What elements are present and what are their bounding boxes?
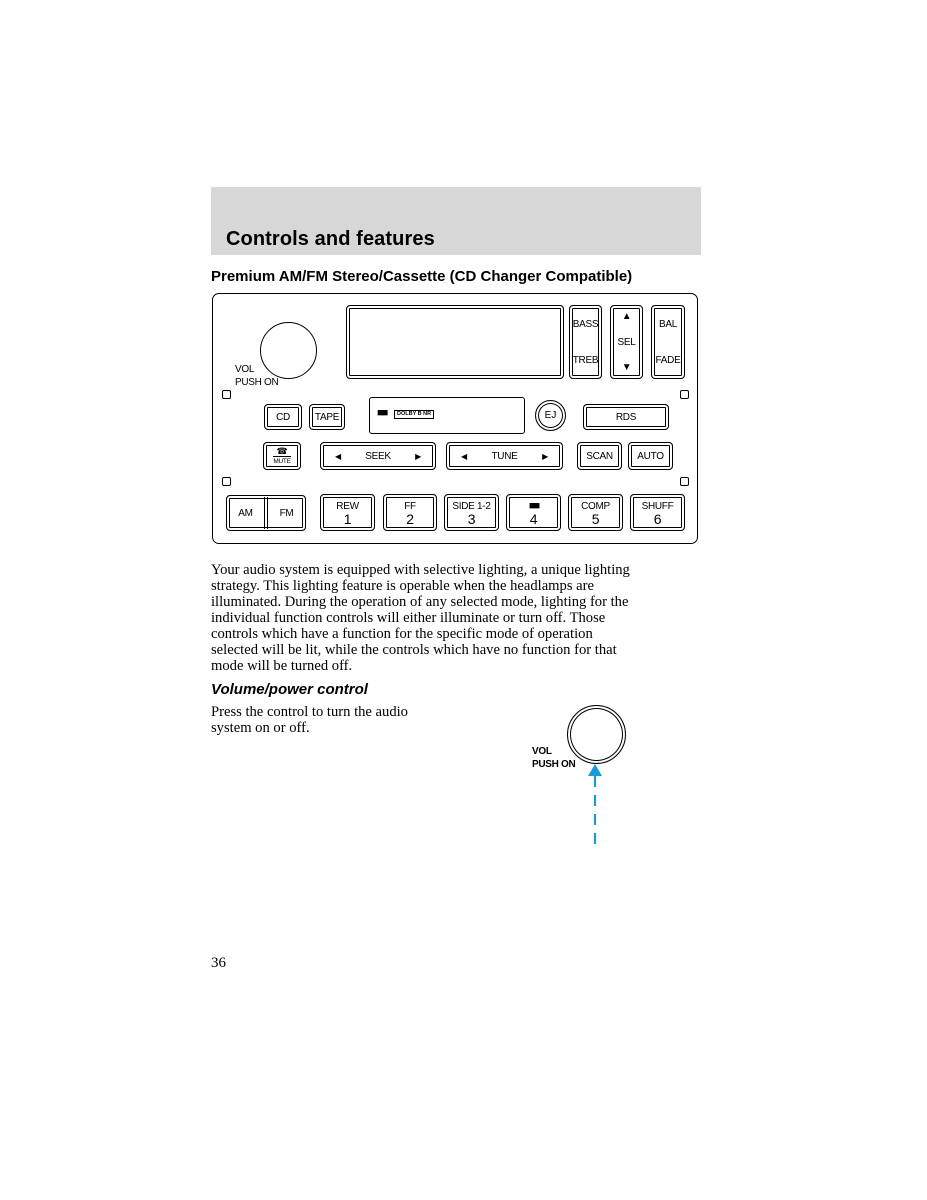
preset-number: 3 bbox=[467, 510, 476, 527]
fm-label: FM bbox=[279, 507, 294, 519]
seek-left-arrow-icon: ◀ bbox=[335, 451, 341, 461]
display-window bbox=[346, 305, 564, 379]
rds-button bbox=[583, 404, 669, 430]
preset-label: FF bbox=[404, 500, 416, 512]
cd-button bbox=[264, 404, 302, 430]
auto-button bbox=[628, 442, 673, 470]
bass-label: BASS bbox=[572, 318, 599, 330]
tape-label: TAPE bbox=[314, 411, 340, 423]
am-fm-button bbox=[226, 495, 306, 531]
preset-button-5 bbox=[568, 494, 623, 531]
dolby-icon: ■■ bbox=[377, 407, 387, 419]
preset-number: 4 bbox=[529, 510, 538, 527]
preset-label: SHUFF bbox=[641, 500, 674, 512]
fade-label: FADE bbox=[655, 354, 681, 366]
scan-button bbox=[577, 442, 622, 470]
tune-button bbox=[446, 442, 563, 470]
screw-icon bbox=[222, 477, 231, 486]
section-title: Controls and features bbox=[226, 228, 435, 250]
sel-button bbox=[610, 305, 643, 379]
phone-icon: ☎ bbox=[276, 445, 288, 456]
cd-label: CD bbox=[276, 411, 290, 423]
rds-label: RDS bbox=[615, 411, 637, 423]
cassette-door bbox=[369, 397, 525, 434]
screw-icon bbox=[680, 477, 689, 486]
preset-number: 1 bbox=[343, 510, 352, 527]
dolby-nr-label: DOLBY B NR bbox=[394, 410, 434, 419]
bass-treb-button bbox=[569, 305, 602, 379]
bal-label: BAL bbox=[658, 318, 677, 330]
dolby-icon: ■■ bbox=[528, 499, 539, 512]
volume-knob bbox=[260, 322, 317, 379]
lighting-paragraph: Your audio system is equipped with selective lighting, a unique lighting strategy. This lighting feature is operable when the headlamps are illuminated. During the operation of any selected mode, lighting for the individual function controls will either illuminate or turn off. Those controls which have a function for the specific mode of operation selected will be lit, while the controls which have no function for that mode will be turned off. bbox=[211, 562, 630, 674]
screw-icon bbox=[680, 390, 689, 399]
preset-button-4 bbox=[506, 494, 561, 531]
preset-label: REW bbox=[336, 500, 359, 512]
tape-button bbox=[309, 404, 345, 430]
screw-icon bbox=[222, 390, 231, 399]
ej-label: EJ bbox=[544, 410, 557, 421]
preset-number: 2 bbox=[406, 510, 414, 527]
auto-label: AUTO bbox=[637, 450, 664, 462]
volume-knob-figure bbox=[567, 705, 626, 764]
preset-label: COMP bbox=[581, 500, 610, 512]
mute-label: MUTE bbox=[273, 457, 291, 465]
preset-button-2 bbox=[383, 494, 437, 531]
vol-label: VOL bbox=[235, 364, 255, 375]
eject-button bbox=[535, 400, 566, 431]
preset-button-1 bbox=[320, 494, 375, 531]
preset-button-3 bbox=[444, 494, 499, 531]
bal-fade-button bbox=[651, 305, 685, 379]
tune-left-arrow-icon: ◀ bbox=[461, 451, 467, 461]
page-number: 36 bbox=[211, 955, 226, 971]
volume-heading: Volume/power control bbox=[211, 681, 368, 698]
sel-label: SEL bbox=[617, 336, 636, 348]
seek-button bbox=[320, 442, 436, 470]
blue-arrow-icon bbox=[586, 762, 604, 854]
radio-faceplate bbox=[212, 293, 698, 544]
treb-label: TREB bbox=[572, 354, 599, 366]
preset-number: 5 bbox=[591, 510, 600, 527]
volume-text: Press the control to turn the audio system on or off. bbox=[211, 704, 408, 736]
preset-label: SIDE 1-2 bbox=[452, 500, 491, 512]
figure-vol-label: VOL bbox=[532, 746, 552, 757]
mute-button bbox=[263, 442, 301, 470]
tune-label: TUNE bbox=[491, 450, 518, 462]
preset-button-6 bbox=[630, 494, 685, 531]
am-label: AM bbox=[238, 507, 253, 519]
radio-subtitle: Premium AM/FM Stereo/Cassette (CD Changer Compatible) bbox=[211, 268, 633, 285]
push-on-label: PUSH ON bbox=[235, 377, 279, 388]
up-arrow-icon: ▲ bbox=[621, 311, 632, 322]
down-arrow-icon: ▼ bbox=[621, 362, 632, 373]
figure-push-on-label: PUSH ON bbox=[532, 759, 576, 770]
scan-label: SCAN bbox=[586, 450, 613, 462]
tune-right-arrow-icon: ▶ bbox=[542, 451, 548, 461]
seek-right-arrow-icon: ▶ bbox=[415, 451, 421, 461]
preset-number: 6 bbox=[653, 510, 662, 527]
seek-label: SEEK bbox=[365, 450, 391, 462]
volume-figure bbox=[530, 704, 640, 856]
